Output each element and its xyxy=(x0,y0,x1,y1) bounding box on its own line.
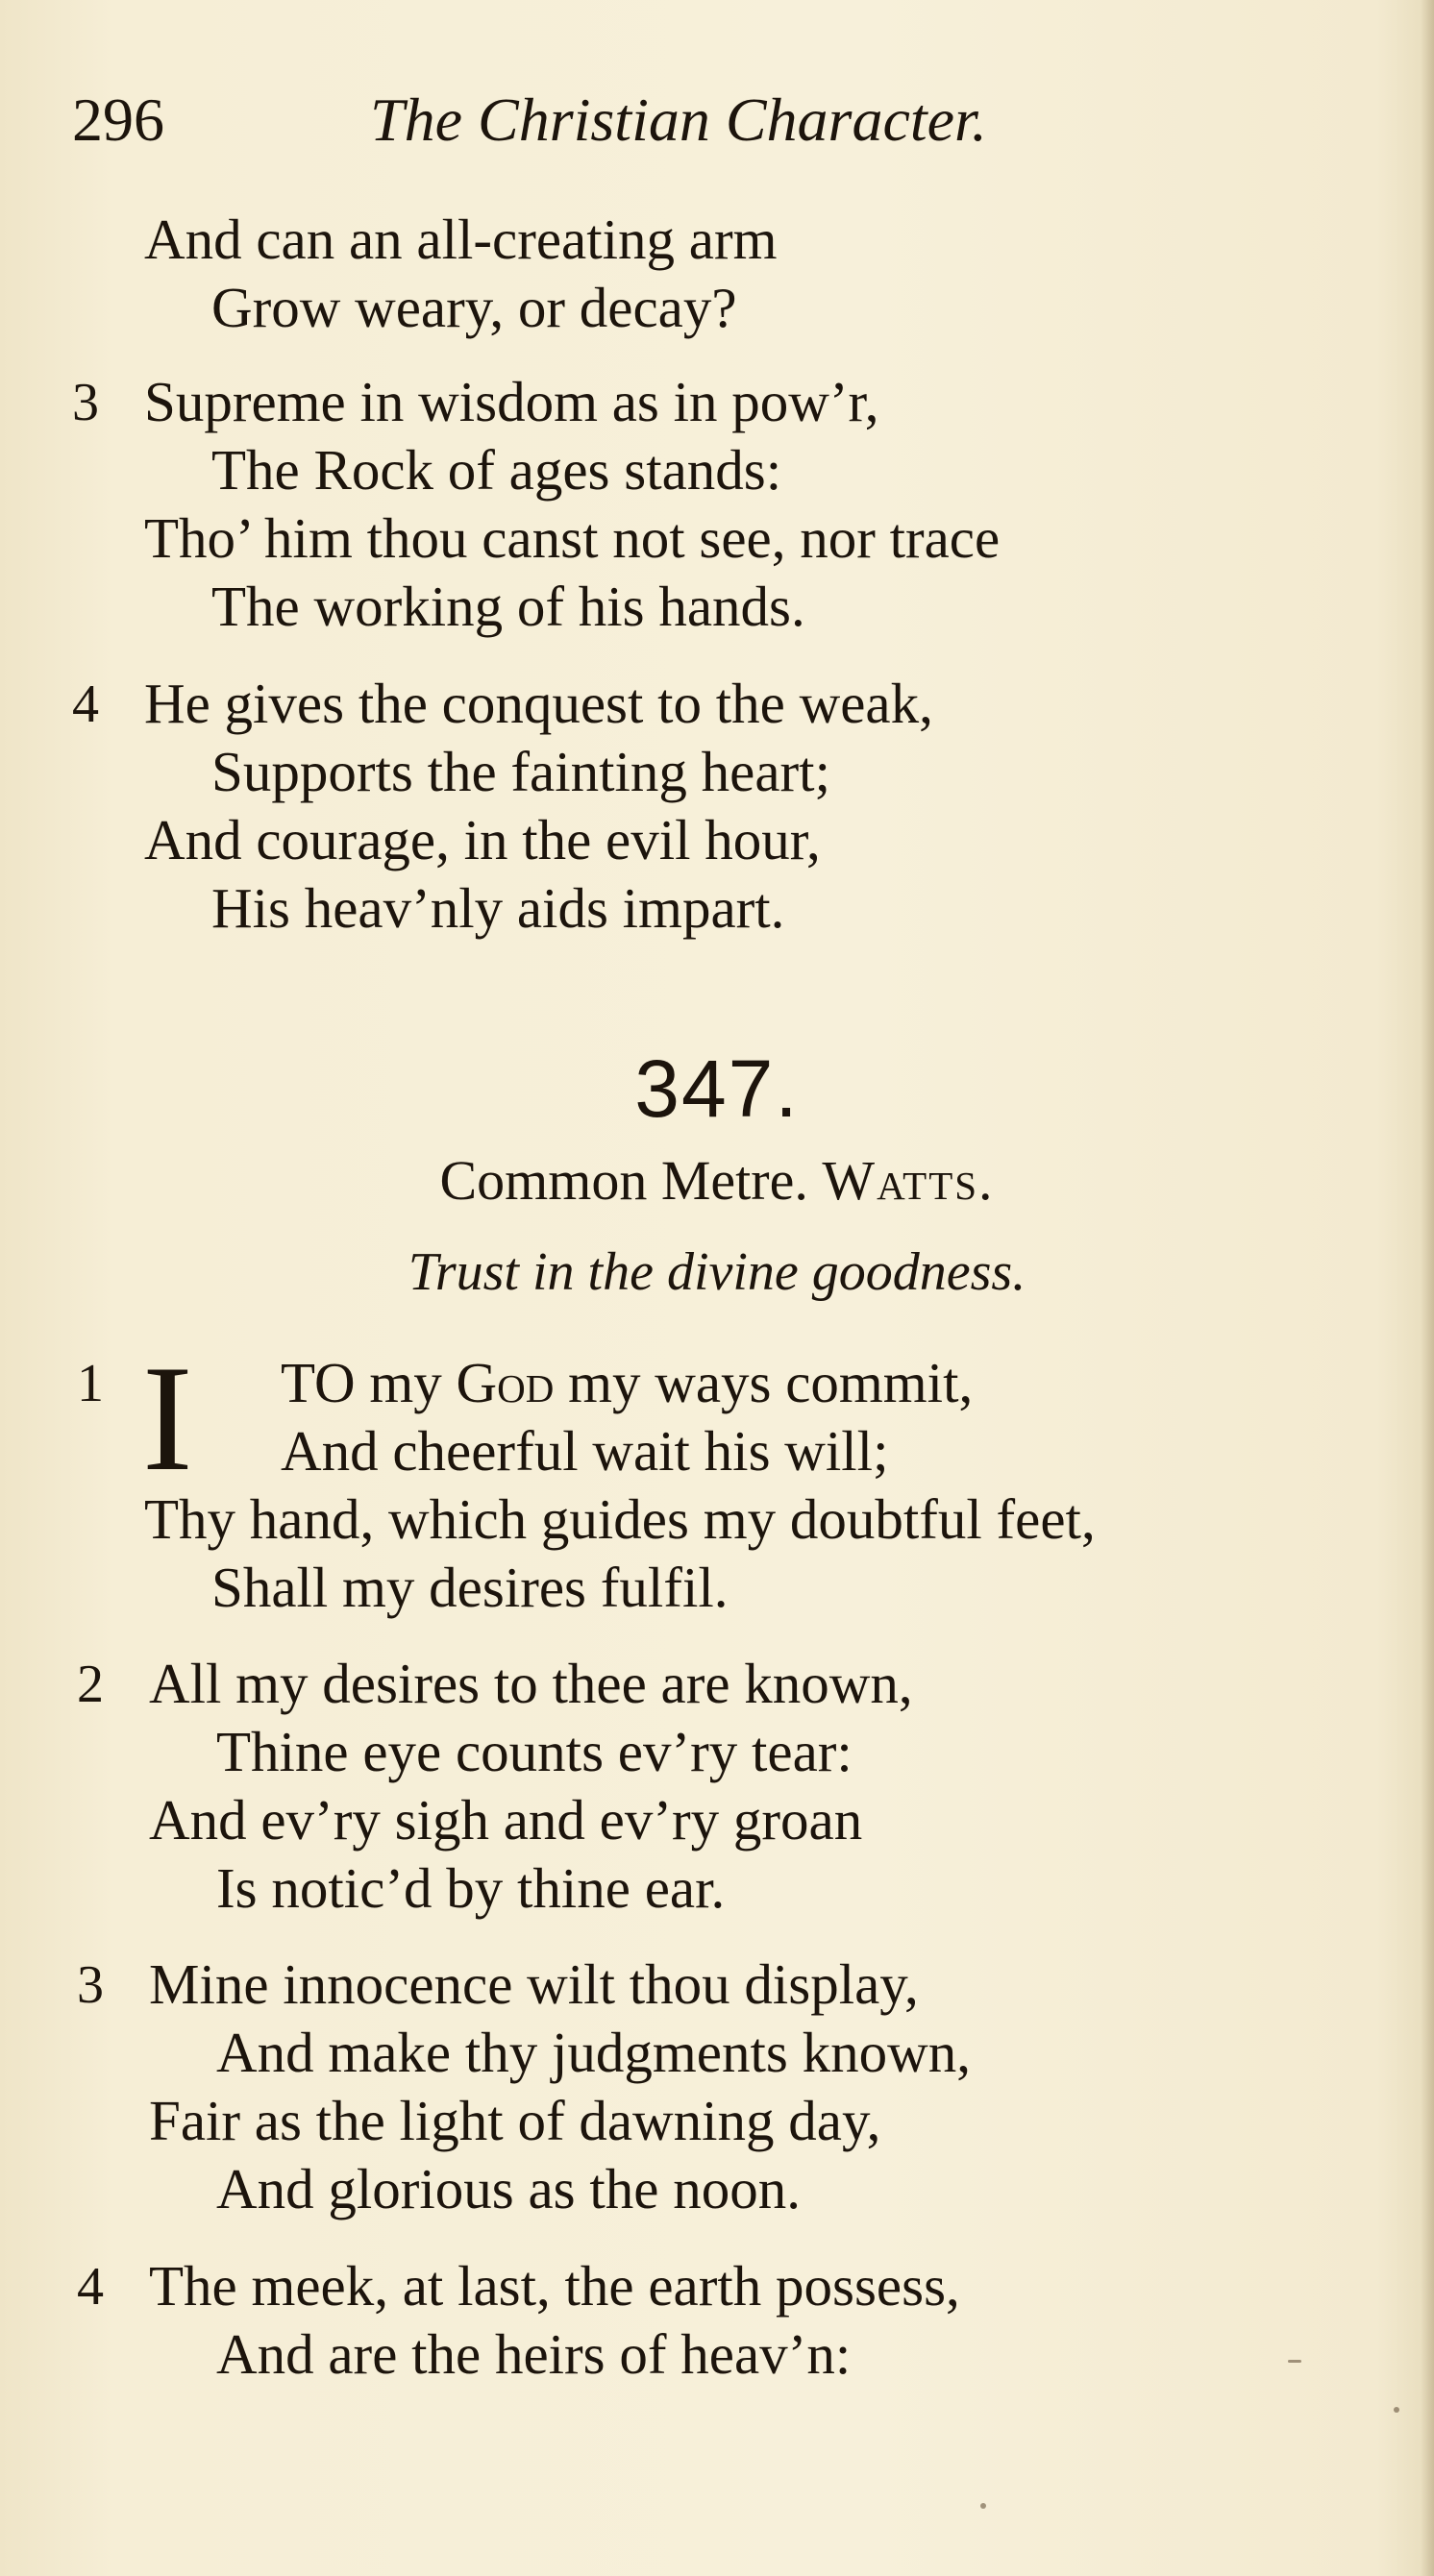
verse-line: The meek, at last, the earth possess, xyxy=(149,2254,960,2318)
verse-line: And courage, in the evil hour, xyxy=(144,808,821,871)
verse-line: All my desires to thee are known, xyxy=(149,1652,913,1715)
page-number: 296 xyxy=(72,86,164,154)
verse-line-god: God xyxy=(456,1351,555,1414)
verse-line: The working of his hands. xyxy=(211,575,805,638)
verse-number: 3 xyxy=(77,1955,104,2015)
hymn-meter-line xyxy=(0,1148,1434,1213)
verse-line: Supreme in wisdom as in pow’r, xyxy=(144,370,879,433)
verse-number: 4 xyxy=(77,2257,104,2317)
verse-line: Thy hand, which guides my doubtful feet, xyxy=(144,1487,1096,1551)
verse-number: 4 xyxy=(72,675,99,734)
hymn-meter: Common Metre. xyxy=(439,1149,808,1212)
verse-line: Is notic’d by thine ear. xyxy=(216,1856,726,1920)
paper-speck xyxy=(980,2503,986,2509)
verse-line: And are the heirs of heav’n: xyxy=(216,2322,852,2386)
verse-line-part: my ways commit, xyxy=(568,1351,974,1414)
verse-line: His heav’nly aids impart. xyxy=(211,876,785,940)
verse-number: 2 xyxy=(77,1655,104,1714)
verse-line: And ev’ry sigh and ev’ry groan xyxy=(149,1788,863,1852)
hymn-author: Watts. xyxy=(822,1149,995,1212)
hymn-title: Trust in the divine goodness. xyxy=(408,1242,1026,1302)
verse-line: Grow weary, or decay? xyxy=(211,276,737,339)
verse-line: Supports the fainting heart; xyxy=(211,740,830,803)
drop-cap: I xyxy=(142,1335,193,1503)
verse-line: Thine eye counts ev’ry tear: xyxy=(216,1720,853,1783)
verse-line: And glorious as the noon. xyxy=(216,2157,801,2220)
verse-line-part: TO my xyxy=(281,1351,442,1414)
running-title: The Christian Character. xyxy=(370,86,987,154)
verse-line: And make thy judgments known, xyxy=(216,2021,971,2084)
verse-line: Shall my desires fulfil. xyxy=(211,1556,729,1619)
verse-number: 1 xyxy=(77,1354,104,1413)
hymn-number: 347. xyxy=(634,1043,800,1134)
verse-line: Tho’ him thou canst not see, nor trace xyxy=(144,506,1001,570)
paper-speck xyxy=(1288,2360,1301,2363)
verse-line-first xyxy=(281,1351,974,1414)
verse-line: The Rock of ages stands: xyxy=(211,438,782,502)
verse-line: And can an all-creating arm xyxy=(144,208,778,271)
verse-line: And cheerful wait his will; xyxy=(281,1419,889,1483)
verse-line: He gives the conquest to the weak, xyxy=(144,672,933,735)
verse-line: Mine innocence wilt thou display, xyxy=(149,1952,919,2016)
verse-line: Fair as the light of dawning day, xyxy=(149,2089,881,2152)
paper-speck xyxy=(1394,2407,1399,2413)
verse-number: 3 xyxy=(72,373,99,432)
